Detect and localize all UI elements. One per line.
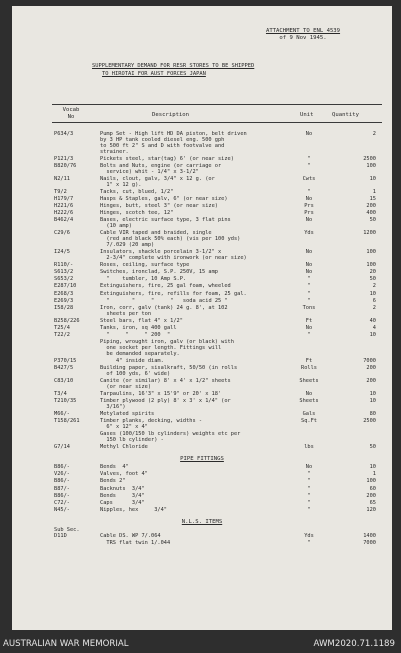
- description-cell: Nipples, hex 3/4": [100, 506, 167, 513]
- unit-cell: ": [307, 485, 311, 492]
- quantity-cell: 20: [369, 269, 376, 276]
- vocab-cell: C29/6: [54, 230, 70, 237]
- description-cell: Pump Set - High lift HD DA piston, belt driven by 3 HP tank cooled diesel eng. 500 gph to 500 ft 2" S and D with footvalve and strainer.: [100, 131, 247, 155]
- unit-cell: Sheets: [299, 377, 319, 384]
- vocab-cell: E287/10: [54, 283, 77, 290]
- vocab-cell: T25/4: [54, 324, 70, 331]
- description-cell: Piping, wrought iron, galv (or black) with one socket per length. Fittings will be demanded separately.: [100, 339, 234, 357]
- quantity-cell: 100: [366, 262, 376, 269]
- unit-cell: Prs: [304, 210, 314, 217]
- unit-cell: No: [305, 269, 313, 276]
- description-cell: Roses, ceiling, surface type: [100, 262, 190, 269]
- unit-cell: Yds: [304, 230, 314, 237]
- description-cell: Bolts and Nuts, engine (or carriage or service) whit - 1/4" x 3-1/2": [100, 162, 222, 175]
- quantity-cell: 10: [369, 290, 376, 297]
- quantity-cell: 7000: [363, 357, 376, 364]
- unit-cell: No: [305, 390, 313, 397]
- description-cell: Valves, foot 4": [100, 471, 148, 478]
- quantity-cell: 2: [372, 304, 376, 311]
- section-pipe-fittings: [12, 455, 392, 463]
- vocab-cell: T3/4: [54, 390, 67, 397]
- vocab-cell: Sub Sec. D11D: [54, 526, 80, 539]
- vocab-cell: I58/28: [54, 304, 74, 311]
- vocab-cell: H179/7: [54, 195, 74, 202]
- section-nls-items-label: N.L.S. ITEMS: [181, 518, 223, 525]
- description-cell: Bases, electric surface type, 3 flat pins (10 amp): [100, 217, 231, 230]
- attachment-line-2: of 9 Nov 1945.: [279, 35, 327, 41]
- column-header-unit: Unit: [300, 112, 314, 118]
- description-cell: Insulators, shackle porcelain 3-1/2" x 2-3/4" complete with ironwork (or near size): [100, 249, 247, 262]
- description-cell: Canite (or similar) 8' x 4' x 1/2" sheets (or near size): [100, 377, 231, 390]
- vocab-cell: N2/11: [54, 175, 70, 182]
- quantity-cell: 2: [372, 283, 376, 290]
- quantity-cell: 2500: [363, 418, 376, 425]
- quantity-cell: 10: [369, 390, 376, 397]
- description-cell: Tarpaulins, 16'3" x 15'9" or 20' x 18': [100, 390, 222, 397]
- unit-cell: No: [305, 217, 313, 224]
- unit-cell: ": [307, 492, 311, 499]
- vocab-cell: H222/6: [54, 210, 74, 217]
- table-row: [12, 541, 392, 548]
- quantity-cell: 2: [372, 131, 376, 137]
- vocab-cell: B86/-: [54, 478, 70, 485]
- unit-cell: ": [307, 478, 311, 485]
- vocab-cell: T158/261: [54, 418, 80, 425]
- quantity-cell: 50: [369, 444, 376, 451]
- vocab-cell: C83/10: [54, 377, 74, 384]
- vocab-cell: P121/3: [54, 155, 74, 162]
- unit-cell: Sheets: [299, 398, 319, 405]
- description-cell: Cable VIR taped and braided, single (red and black 50% each) (vis per 100 yds) 7/.029 (20 amp): [100, 230, 241, 249]
- vocab-cell: B258/226: [54, 317, 80, 324]
- archive-footer: [0, 637, 401, 653]
- vocab-cell: I24/5: [54, 249, 70, 256]
- vocab-cell: H221/6: [54, 203, 74, 210]
- description-cell: Bends 4": [100, 464, 129, 471]
- unit-cell: No: [305, 195, 313, 202]
- quantity-cell: 10: [369, 331, 376, 338]
- description-cell: " " " 200 ": [100, 331, 171, 338]
- unit-cell: ": [307, 155, 311, 162]
- section-pipe-fittings-label: PIPE FITTINGS: [180, 456, 224, 463]
- header-top-rule: [52, 104, 382, 105]
- quantity-cell: 1: [372, 471, 376, 478]
- unit-cell: ": [307, 331, 311, 338]
- unit-cell: ": [307, 506, 311, 513]
- vocab-cell: B820/76: [54, 162, 77, 169]
- description-cell: Extinguishers, fire, 25 gal foam, wheeled: [100, 283, 231, 290]
- description-cell: Backnuts 3/4": [100, 485, 145, 492]
- table-row: [12, 528, 392, 541]
- unit-cell: Ft: [305, 357, 313, 364]
- description-cell: Extinguishers, fire, refills for foam, 25 gal.: [100, 290, 247, 297]
- unit-cell: lbs: [304, 444, 314, 451]
- unit-cell: Sq.Ft: [301, 418, 317, 425]
- vocab-cell: B87/-: [54, 485, 70, 492]
- unit-cell: ": [307, 297, 311, 304]
- quantity-cell: 400: [366, 210, 376, 217]
- description-cell: Gases (100/150 lb cylinders) weights etc per 150 lb cylinder) -: [100, 431, 241, 444]
- unit-cell: Prs: [304, 203, 314, 210]
- table-row: [12, 164, 392, 177]
- unit-cell: ": [307, 162, 311, 169]
- description-cell: Timber plywood (2 ply) 8' x 3' x 1/4" (or 3/16"): [100, 398, 231, 410]
- unit-cell: Tons: [302, 304, 316, 311]
- table-row: [12, 132, 392, 157]
- quantity-cell: 10: [369, 464, 376, 471]
- title-line-1: SUPPLEMENTARY DEMAND FOR RESR STORES TO BE SHIPPED: [92, 63, 255, 69]
- quantity-cell: 2500: [363, 155, 376, 162]
- unit-cell: No: [305, 464, 313, 471]
- quantity-cell: 6: [372, 297, 376, 304]
- description-cell: TRS flat twin 1/.044: [100, 539, 171, 546]
- title-line-2: TO HIROTAI FOR AUST FORCES JAPAN: [102, 70, 206, 77]
- description-cell: Tacks, cut, blued, 1/2": [100, 188, 174, 195]
- quantity-cell: 1200: [363, 230, 376, 237]
- unit-cell: ": [307, 539, 311, 546]
- vocab-cell: P370/15: [54, 357, 77, 364]
- unit-cell: ": [307, 499, 311, 506]
- unit-cell: ": [307, 471, 311, 478]
- description-cell: Bends 3/4": [100, 492, 145, 499]
- document-title: [92, 63, 342, 78]
- unit-cell: No: [305, 262, 313, 269]
- column-header-quantity: Quantity: [332, 112, 359, 118]
- quantity-cell: 120: [366, 506, 376, 513]
- vocab-cell: B427/5: [54, 364, 74, 371]
- description-cell: Tanks, iron, sq 400 gall: [100, 324, 177, 331]
- table-row: [12, 445, 392, 452]
- description-cell: Switches, ironclad, S.P. 250V, 15 amp: [100, 269, 218, 276]
- description-cell: Nails, clout, galv, 3/4" x 12 g. (or 1" x 12 g).: [100, 175, 215, 188]
- quantity-cell: 100: [366, 478, 376, 485]
- vocab-cell: N45/-: [54, 506, 70, 513]
- unit-cell: No: [305, 324, 313, 331]
- description-cell: Hinges, scotch tee, 12": [100, 210, 174, 217]
- description-cell: Steel bars, flat 4" x 1/2": [100, 317, 183, 324]
- quantity-cell: 100: [366, 162, 376, 169]
- description-cell: " tumbler, 10 Amp S.P.: [100, 276, 187, 283]
- vocab-cell: R110/-: [54, 262, 74, 269]
- quantity-cell: 200: [366, 377, 376, 384]
- quantity-cell: 50: [369, 217, 376, 224]
- quantity-cell: 100: [366, 249, 376, 256]
- description-cell: Bends 2": [100, 478, 126, 485]
- quantity-cell: 10: [369, 398, 376, 405]
- vocab-cell: S613/2: [54, 269, 74, 276]
- vocab-cell: M66/-: [54, 411, 70, 418]
- description-cell: Pickets steel, star(tag) 6' (or near size): [100, 155, 234, 162]
- vocab-cell: B462/4: [54, 217, 74, 224]
- unit-cell: ": [307, 188, 311, 195]
- unit-cell: Cwts: [302, 175, 316, 182]
- description-cell: Building paper, sisalkraft, 50/50 (in rolls of 100 yds, 6' wide): [100, 364, 238, 377]
- stores-table: [12, 132, 392, 548]
- unit-cell: Yds: [304, 532, 314, 539]
- column-header-vocab-line-1: Vocab: [62, 107, 80, 113]
- attachment-line-1: ATTACHMENT TO ENL 4539: [265, 28, 341, 34]
- vocab-cell: T22/2: [54, 331, 70, 338]
- unit-cell: Ft: [305, 317, 313, 324]
- quantity-cell: 80: [369, 411, 376, 418]
- quantity-cell: 65: [369, 499, 376, 506]
- unit-cell: ": [307, 283, 311, 290]
- description-cell: Metylated spirits: [100, 411, 155, 418]
- column-header-vocab-line-2: No: [67, 114, 75, 120]
- description-cell: Caps 3/4": [100, 499, 145, 506]
- description-cell: Methyl Chloride: [100, 444, 148, 451]
- description-cell: Iron, corr, galv (tank) 24 g. 8', at 102 sheets per ton: [100, 304, 228, 317]
- description-cell: " " " " soda acid 25 ": [100, 297, 228, 304]
- quantity-cell: 200: [366, 492, 376, 499]
- quantity-cell: 60: [369, 485, 376, 492]
- description-cell: Hinges, butt, steel 3" (or near size): [100, 203, 218, 210]
- description-cell: Hasps & Staples, galv, 6" (or near size): [100, 195, 228, 202]
- footer-reference: AWM2020.71.1189: [313, 639, 395, 649]
- description-cell: Cable DS. WP 7/.064: [100, 532, 161, 539]
- quantity-cell: 200: [366, 364, 376, 371]
- unit-cell: Rolls: [301, 364, 317, 371]
- table-row: [12, 306, 392, 319]
- table-row: [12, 177, 392, 190]
- attachment-reference: [238, 28, 368, 42]
- vocab-cell: E268/3: [54, 290, 74, 297]
- document-page: [12, 6, 392, 630]
- vocab-cell: V26/-: [54, 471, 70, 478]
- vocab-cell: C72/-: [54, 499, 70, 506]
- table-row: [12, 508, 392, 515]
- description-cell: 4" inside diam.: [100, 357, 164, 364]
- vocab-cell: B86/-: [54, 464, 70, 471]
- vocab-cell: P634/3: [54, 131, 74, 137]
- column-header-description: Description: [152, 112, 190, 118]
- footer-institution: AUSTRALIAN WAR MEMORIAL: [3, 639, 129, 649]
- vocab-cell: T9/2: [54, 188, 67, 195]
- section-nls-items: [12, 518, 392, 526]
- unit-cell: No: [305, 249, 313, 256]
- quantity-cell: 15: [369, 195, 376, 202]
- quantity-cell: 50: [369, 276, 376, 283]
- unit-cell: ": [307, 290, 311, 297]
- vocab-cell: B86/-: [54, 492, 70, 499]
- unit-cell: ": [307, 276, 311, 283]
- quantity-cell: 1400: [363, 532, 376, 539]
- vocab-cell: G7/14: [54, 444, 70, 451]
- column-header-vocab: [56, 107, 86, 121]
- quantity-cell: 40: [369, 317, 376, 324]
- vocab-cell: T210/35: [54, 398, 77, 405]
- quantity-cell: 7000: [363, 539, 376, 546]
- vocab-cell: E269/3: [54, 297, 74, 304]
- table-row: [12, 340, 392, 359]
- header-bottom-rule: [52, 122, 382, 123]
- description-cell: Timber planks, decking, widths - 6" x 12" x 4": [100, 418, 203, 431]
- quantity-cell: 200: [366, 203, 376, 210]
- unit-cell: Gals: [302, 411, 316, 418]
- unit-cell: No: [305, 131, 313, 137]
- vocab-cell: S653/2: [54, 276, 74, 283]
- table-row: [12, 231, 392, 250]
- quantity-cell: 10: [369, 175, 376, 182]
- quantity-cell: 1: [372, 188, 376, 195]
- quantity-cell: 4: [372, 324, 376, 331]
